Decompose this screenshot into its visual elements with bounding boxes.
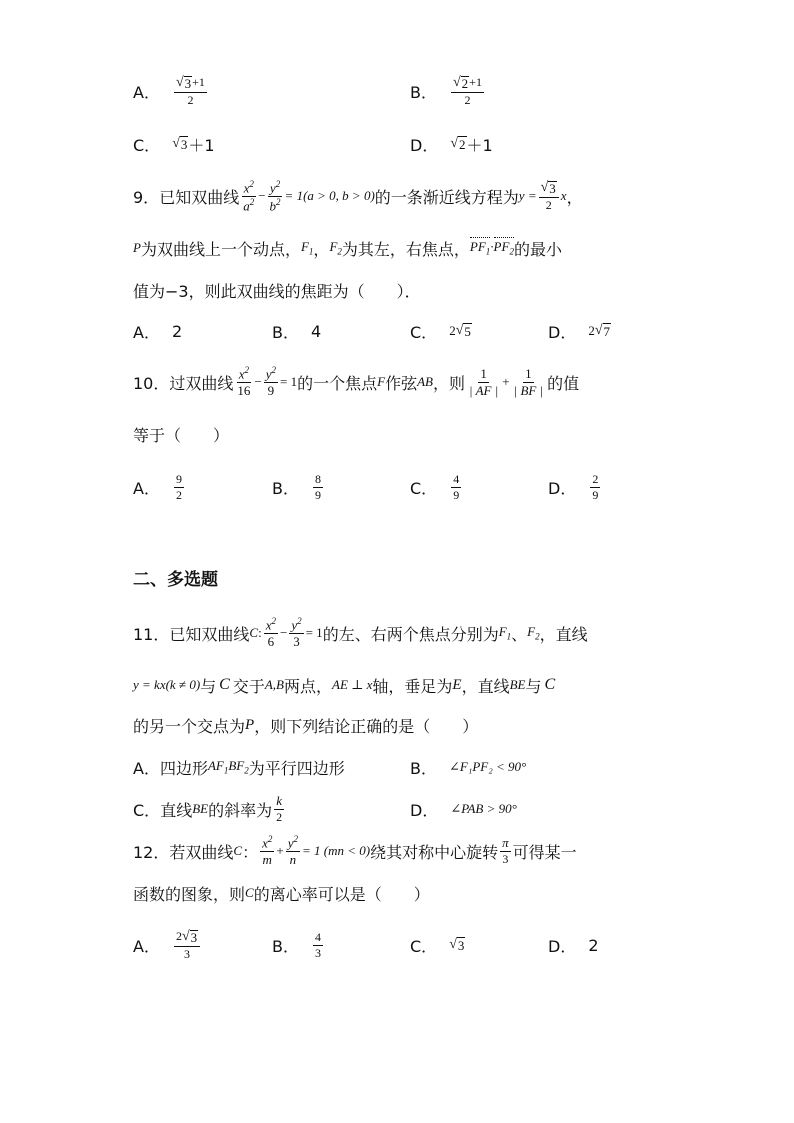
option-label: C． xyxy=(133,800,161,820)
option-text: 的斜率为 xyxy=(208,800,273,820)
option-text: 四边形 xyxy=(159,758,208,778)
numerator: 8 xyxy=(314,471,321,486)
question-text: 若双曲线 xyxy=(169,842,234,862)
q9-line-3 xyxy=(133,275,421,305)
question-number: 10． xyxy=(133,373,170,393)
curve-label: C xyxy=(233,843,243,858)
radicand: 2 xyxy=(461,75,469,91)
equation-rhs: = 1 (mn < 0) xyxy=(301,843,371,858)
question-number: 9． xyxy=(133,187,160,207)
curve-label: C xyxy=(249,625,259,640)
q12-line-1: 12． 若双曲线 C ： $\frac{x^2}{m}$ + $\frac{y^2}{n}$ = 1 (mn < 0) 绕其对称中心旋转 $\frac{\pi}{3}$ 可得某一 xyxy=(133,834,577,868)
option-text: 为平行四边形 xyxy=(248,758,345,778)
option-label: B． xyxy=(272,936,299,956)
question-text: 的值 xyxy=(547,373,580,393)
option-value: 2 xyxy=(171,321,183,341)
q11-option-c xyxy=(133,794,286,824)
question-text: 的一个焦点 xyxy=(297,373,378,393)
sqrt-expr: √ 3 xyxy=(172,135,188,152)
q10-option-d xyxy=(548,472,602,502)
fraction: 2 √ 3 3 xyxy=(174,930,200,960)
denominator: 3 xyxy=(184,946,191,961)
q11-line-3 xyxy=(133,710,478,740)
plus-term: +1 xyxy=(192,74,205,89)
question-text: 与 xyxy=(525,676,542,696)
option-label: A． xyxy=(133,936,160,956)
question-text: ，则 xyxy=(432,373,465,393)
q11-option-b xyxy=(410,752,526,782)
line-label: BE xyxy=(192,801,209,816)
fraction xyxy=(313,931,323,959)
option-value: 2 xyxy=(588,323,595,338)
option-value: 2 xyxy=(449,323,456,338)
fraction: $\frac{x^2}{6}$ xyxy=(265,616,276,650)
option-label: A． xyxy=(133,322,160,342)
sqrt-expr: √ 2 xyxy=(450,135,466,152)
numerator: 2 xyxy=(592,471,599,486)
plus-term: ＋1 xyxy=(466,135,493,155)
option-label: B． xyxy=(272,478,299,498)
question-text: 的左、右两个焦点分别为 xyxy=(322,624,499,644)
q10-option-b xyxy=(272,472,325,502)
sqrt-expr: √ 5 xyxy=(455,322,471,339)
q10-option-c xyxy=(410,472,463,502)
curve-label: C xyxy=(245,885,254,900)
radicand: 2 xyxy=(459,136,466,152)
question-text: 值为−3，则此双曲线的焦距为（ ）． xyxy=(133,281,421,301)
option-expr: ∠PAB > 90° xyxy=(450,801,517,816)
q9-option-d xyxy=(548,316,611,346)
equation-rhs: = 1 xyxy=(280,374,298,389)
section-heading: 二、多选题 xyxy=(133,570,218,590)
option-label: D． xyxy=(548,322,577,342)
dot-product: $PF_1\cdot PF_2$ xyxy=(469,239,514,257)
q12-option-b xyxy=(272,930,325,960)
option-label: C． xyxy=(133,135,161,155)
option-label: C． xyxy=(410,478,438,498)
fraction: $\frac{x^2}{16}$ xyxy=(237,365,251,399)
q8-option-a xyxy=(133,76,209,106)
option-text: 直线 xyxy=(160,800,193,820)
q12-option-d xyxy=(548,930,599,960)
option-label: B． xyxy=(410,758,437,778)
fraction: √ 2 +1 2 xyxy=(452,74,482,107)
fraction: $\frac{y^2}{n}$ xyxy=(287,834,298,868)
q11-line-1: 11． 已知双曲线 C : $\frac{x^2}{6}$ − $\frac{y^2}{3}$ = 1 的左、右两个焦点分别为 $F_1$ 、 $F_2$ ，直线 xyxy=(133,616,588,650)
question-text: 的离心率可以是（ ） xyxy=(253,884,430,904)
option-value: 2 xyxy=(588,935,599,955)
coefficient: 2 xyxy=(175,928,182,943)
fraction: $\frac{1}{| AF |}$ xyxy=(469,365,499,398)
radicand: 3 xyxy=(549,180,556,196)
q10-line-2 xyxy=(133,419,229,449)
points-label: A,B xyxy=(264,677,284,692)
question-text: 可得某一 xyxy=(512,842,577,862)
option-label: A． xyxy=(133,758,160,778)
sqrt-expr: √ 3 xyxy=(449,936,465,953)
option-label: D． xyxy=(548,936,577,956)
q11-option-a: A． 四边形 $AF_1BF_2$ 为平行四边形 xyxy=(133,752,345,782)
question-text: 已知双曲线 xyxy=(169,624,250,644)
fraction xyxy=(590,473,600,501)
plus-term: +1 xyxy=(469,74,482,89)
option-label: D． xyxy=(410,800,439,820)
q8-option-c xyxy=(133,129,215,159)
line-equation: y = kx(k ≠ 0) xyxy=(133,677,201,692)
question-text: ，直线 xyxy=(461,676,510,696)
q8-option-d xyxy=(410,129,493,159)
denominator: 2 xyxy=(276,810,283,825)
numerator: 9 xyxy=(175,471,182,486)
question-text: 函数的图象，则 xyxy=(133,884,246,904)
question-text: 的一条渐近线方程为 xyxy=(374,187,519,207)
numerator: π xyxy=(502,835,509,851)
question-text: 过双曲线 xyxy=(169,373,234,393)
fraction: √ 3 2 xyxy=(539,181,559,211)
fraction: $\frac{1}{| BF |}$ xyxy=(513,365,544,398)
punctuation: ， xyxy=(566,187,583,207)
fraction: $\frac{y^2}{3}$ xyxy=(291,616,302,650)
q9-option-b xyxy=(272,316,321,346)
question-number: 11． xyxy=(133,624,170,644)
q8-option-b xyxy=(410,76,486,106)
sqrt-expr: √ 7 xyxy=(594,322,611,339)
fraction: √ 3 +1 2 xyxy=(175,74,205,107)
perp-expr: AE ⊥ x xyxy=(332,677,373,692)
point-label: E xyxy=(452,676,462,693)
focus-label: F xyxy=(377,374,386,389)
line-label: BE xyxy=(509,677,526,692)
option-value: 4 xyxy=(310,321,322,341)
q12-line-2 xyxy=(133,878,430,908)
denominator: 3 xyxy=(502,852,509,867)
question-text: 两点， xyxy=(284,676,333,696)
question-text: 交于 xyxy=(232,676,265,696)
radicand: 3 xyxy=(180,136,188,152)
option-label: B． xyxy=(272,322,299,342)
punctuation: ： xyxy=(242,842,259,862)
denominator: 9 xyxy=(453,487,460,502)
option-label: C． xyxy=(410,322,438,342)
question-text: 与 xyxy=(200,676,217,696)
option-label: B． xyxy=(410,82,437,102)
option-label: C． xyxy=(410,936,438,956)
punctuation: ， xyxy=(313,239,330,259)
q9-line-1: 9． 已知双曲线 $\frac{x^2}{a^2}$ − $\frac{y^2}{b^2}$ = 1(a > 0, b > 0) 的一条渐近线方程为 y = √ 3 2 x ， xyxy=(133,178,583,213)
q9-option-a xyxy=(133,316,182,346)
question-text: 为其左，右焦点， xyxy=(341,239,470,259)
question-text: 为双曲线上一个动点， xyxy=(140,239,301,259)
denominator: 2 xyxy=(464,92,471,107)
question-text: 的最小 xyxy=(513,239,562,259)
question-number: 12． xyxy=(133,842,170,862)
denominator: 9 xyxy=(314,487,321,502)
chord-label: AB xyxy=(417,374,433,389)
fraction: $\frac{x^2}{a^2}$ xyxy=(243,178,255,213)
numerator: k xyxy=(276,793,282,809)
q10-line-1: 10． 过双曲线 $\frac{x^2}{16}$ − $\frac{y^2}{9}$ = 1 的一个焦点 F 作弦 AB ，则 $\frac{1}{| AF |}$ + $\frac{1}{| BF |}$ 的值 xyxy=(133,365,580,399)
option-label: A． xyxy=(133,82,160,102)
denominator: 2 xyxy=(545,197,552,212)
question-text: 绕其对称中心旋转 xyxy=(370,842,499,862)
question-text: ，则下列结论正确的是（ ） xyxy=(254,716,479,736)
radicand: 3 xyxy=(457,937,465,953)
q9-line-2: P 为双曲线上一个动点， $F_1$ ， $F_2$ 为其左，右焦点， $PF_1\cdot PF_2$ 的最小 xyxy=(133,233,562,263)
equation-rhs: = 1 xyxy=(305,625,323,640)
curve-label: C xyxy=(544,676,556,693)
variable: x xyxy=(560,188,567,203)
denominator: 2 xyxy=(175,487,182,502)
asymptote-lhs: y = xyxy=(518,188,537,203)
fraction xyxy=(500,836,511,865)
point-label: P xyxy=(245,716,255,733)
radicand: 5 xyxy=(464,323,471,339)
q9-option-c xyxy=(410,316,472,346)
question-text: ，直线 xyxy=(539,624,588,644)
question-text: 作弦 xyxy=(385,373,418,393)
numerator: 4 xyxy=(453,471,460,486)
q11-line-2 xyxy=(133,670,555,700)
q12-option-c xyxy=(410,930,465,960)
denominator: 3 xyxy=(314,945,321,960)
curve-label: C xyxy=(219,676,230,693)
question-text: 的另一个交点为 xyxy=(133,716,246,736)
q11-option-d xyxy=(410,794,517,824)
denominator: 9 xyxy=(592,487,599,502)
option-label: D． xyxy=(410,135,439,155)
condition: = 1(a > 0, b > 0) xyxy=(284,188,375,203)
fraction: $\frac{x^2}{m}$ xyxy=(262,834,273,868)
question-text: 轴，垂足为 xyxy=(372,676,453,696)
fraction: $\frac{y^2}{9}$ xyxy=(265,365,277,399)
denominator: 2 xyxy=(187,92,194,107)
question-text: 等于（ ） xyxy=(133,425,230,445)
fraction xyxy=(451,473,461,501)
numerator: 4 xyxy=(314,929,321,944)
punctuation: 、 xyxy=(511,624,528,644)
plus-term: ＋1 xyxy=(188,135,215,155)
radicand: 7 xyxy=(603,323,611,339)
fraction xyxy=(174,473,184,501)
q12-option-a xyxy=(133,930,202,960)
q10-option-a xyxy=(133,472,186,502)
question-text: 已知双曲线 xyxy=(159,187,240,207)
fraction xyxy=(313,473,323,501)
radicand: 3 xyxy=(190,929,198,945)
option-label: D． xyxy=(548,478,577,498)
option-expr: ∠F₁PF₂ < 90° xyxy=(448,759,527,774)
fraction: $\frac{y^2}{b^2}$ xyxy=(269,178,281,213)
option-label: A． xyxy=(133,478,160,498)
fraction xyxy=(274,794,284,823)
radicand: 3 xyxy=(184,75,192,91)
